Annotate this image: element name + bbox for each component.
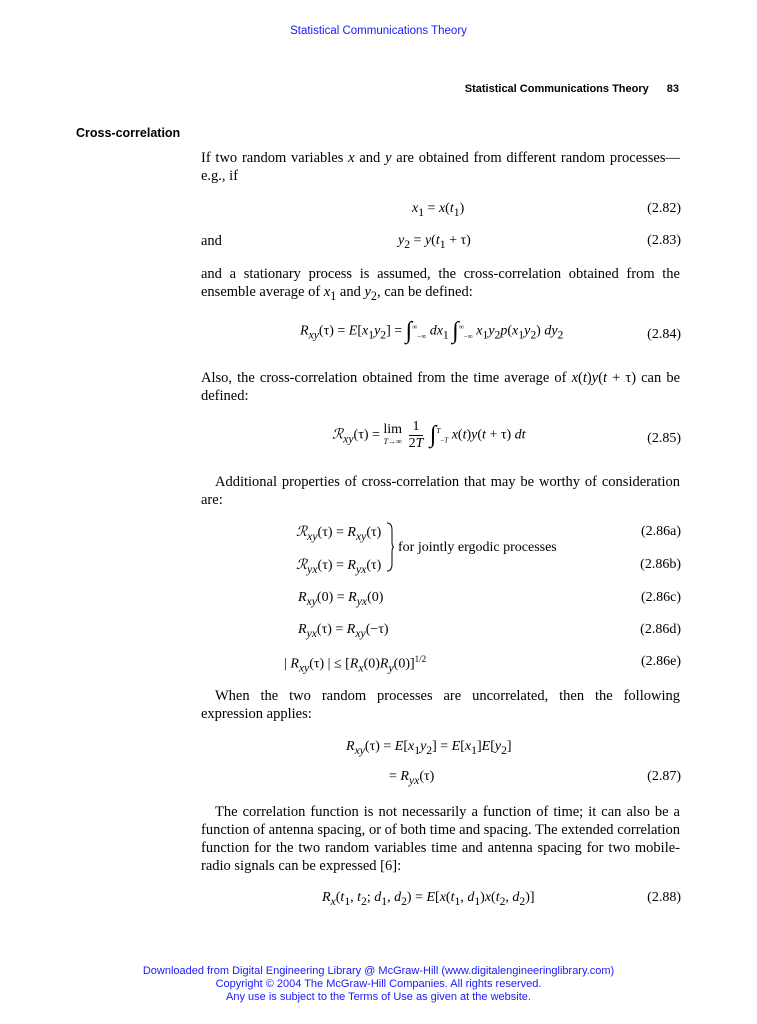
equation-2-85: ℛ$_{xy}$(τ) = lim T→∞ $\frac{1}{2T}$ ∫$^T_{-T}$ x(t)y(t + τ) dt	[332, 419, 526, 451]
running-head	[465, 83, 679, 95]
equation-number: (2.86e)	[640, 654, 681, 669]
section-title: Cross-correlation	[76, 126, 181, 140]
equation-number: (2.86c)	[640, 590, 681, 605]
right-brace-icon	[386, 522, 394, 572]
running-head-title: Statistical Communications Theory	[464, 83, 649, 95]
equation-number: (2.88)	[647, 890, 681, 905]
equation-2-86b: ℛ$_{yx}$(τ) = $R_{yx}(\tau)$	[296, 558, 382, 576]
equation-2-83: $y_2 = y(t_1 + \tau)$	[398, 233, 471, 251]
equation-2-84: $R_{xy}(\tau) = E[x_1y_2] = \int^\infty_{-\infty}$ $dx_1$ $\int^\infty_{-\infty}$ $x_1y_2p(x_1y_2)$ $dy_2$	[300, 318, 564, 344]
equation-number: (2.86a)	[640, 524, 681, 539]
equation-2-88: $R_x(t_1$, $t_2$; $d_1$, $d_2) = E[x(t_1$, $d_1)x(t_2$, $d_2$)]	[322, 890, 535, 908]
equation-2-87-line2: = $R_{yx}(\tau)$	[389, 769, 435, 787]
footer-notice	[0, 965, 757, 1004]
footer-copyright: Copyright © 2004 The McGraw-Hill Companies. All rights reserved.	[215, 978, 542, 990]
top-banner: Statistical Communications Theory	[290, 25, 467, 37]
equation-number: (2.86d)	[640, 622, 681, 637]
paragraph-5: When the two random processes are uncorrelated, then the following expression applies:	[201, 688, 680, 722]
equation-2-86a: ℛ$_{xy}$(τ) = $R_{xy}(\tau)$	[296, 525, 382, 543]
and-word: and	[201, 233, 222, 249]
paragraph-3: Also, the cross-correlation obtained from the time average of x(t)y(t + τ) can be defined:	[201, 370, 681, 404]
paragraph-4: Additional properties of cross-correlation that may be worthy of consideration are:	[201, 474, 680, 508]
equation-number: (2.86b)	[640, 557, 681, 572]
equation-2-86c: $R_{xy}(0) = R_{yx}(0)$	[298, 590, 384, 608]
footer-terms[interactable]: Any use is subject to the Terms of Use as given at the website.	[226, 991, 531, 1003]
equation-2-82: $x_1 = x(t_1)$	[412, 201, 465, 219]
equation-number: (2.83)	[647, 233, 681, 248]
equation-2-86d: $R_{yx}(\tau) = R_{xy}(-\tau)$	[298, 622, 389, 640]
page-number: 83	[666, 83, 679, 95]
equation-number: (2.84)	[647, 327, 681, 342]
paragraph-2: and a stationary process is assumed, the cross-correlation obtained from the ensemble average of $x_1$ and $y_2$, can be defined:	[201, 266, 680, 303]
equation-2-87-line1: $R_{xy}(\tau) = E[x_1y_2] = E[x_1]E[y_2]$	[346, 739, 512, 757]
equation-number: (2.82)	[647, 201, 681, 216]
paragraph-1: If two random variables x and y are obtained from different random processes—e.g., if	[201, 150, 680, 184]
equation-number: (2.85)	[647, 431, 681, 446]
equation-number: (2.87)	[647, 769, 681, 784]
jointly-ergodic-label: for jointly ergodic processes	[398, 540, 557, 555]
footer-download-link[interactable]: Downloaded from Digital Engineering Library @ McGraw-Hill (www.digitalengineeringlibrary.com)	[142, 965, 615, 977]
paragraph-6: The correlation function is not necessarily a function of time; it can also be a function of antenna spacing, or of both time and spacing. The extended correlation function for the two random variables time and antenna spacing for two mobile-radio signals can be expressed [6]:	[201, 804, 680, 874]
equation-2-86e: | $R_{xy}(\tau)$ | ≤ $[R_x(0)R_y(0)]^{1/2}$	[284, 654, 427, 675]
